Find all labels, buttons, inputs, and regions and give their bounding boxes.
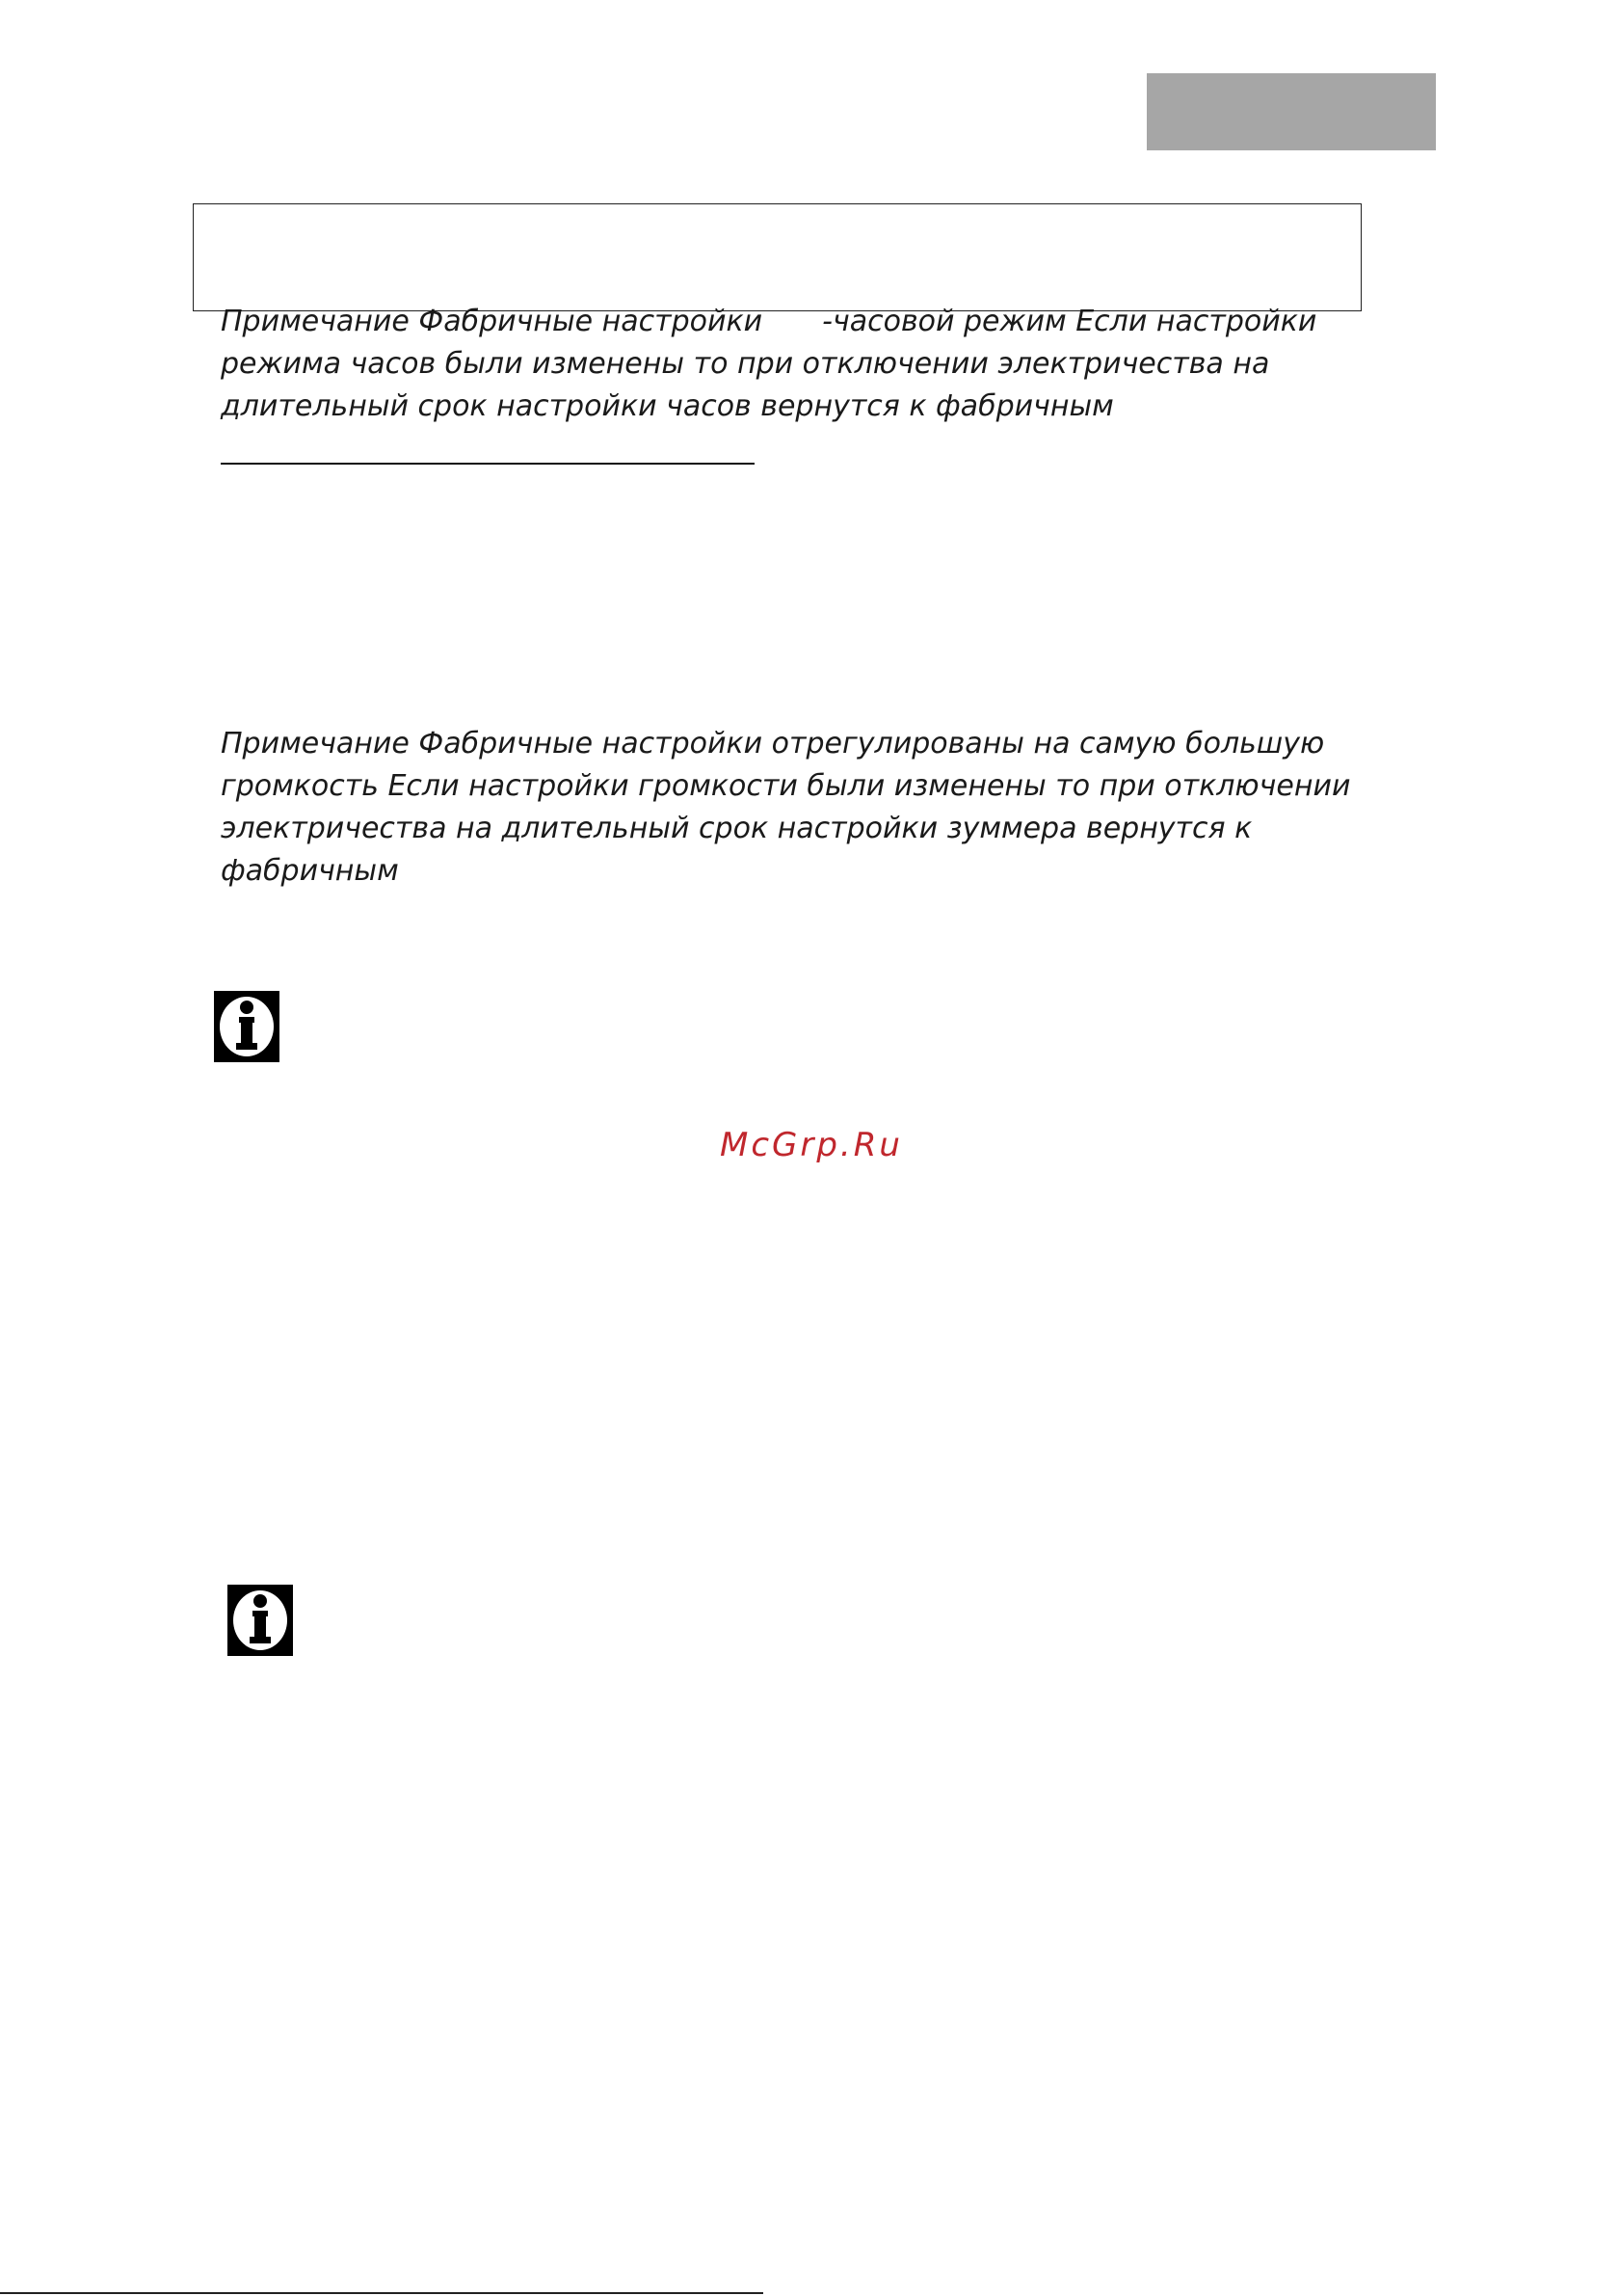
clock-note-line-1: Примечание Фабричные настройки -часовой режим Если настройки <box>221 305 1317 338</box>
clock-note <box>221 301 1406 428</box>
volume-note-line-1: Примечание Фабричные настройки отрегулированы на самую большую <box>221 727 1325 761</box>
info-icon <box>214 991 279 1062</box>
clock-note-line-3: длительный срок настройки часов вернутся к фабричным <box>221 389 1114 423</box>
section-divider <box>221 463 755 465</box>
watermark: McGrp.Ru <box>720 1126 903 1164</box>
volume-note-line-3: электричества на длительный срок настройки зуммера вернутся к <box>221 812 1253 845</box>
clock-note-line-2: режима часов были изменены то при отключении электричества на <box>221 347 1270 381</box>
section-frame <box>193 203 1362 311</box>
footer-divider <box>0 2292 763 2294</box>
info-icon <box>227 1585 293 1656</box>
volume-note <box>221 723 1406 893</box>
volume-note-line-2: громкость Если настройки громкости были изменены то при отключении <box>221 769 1351 803</box>
volume-note-line-4: фабричным <box>221 854 399 888</box>
header-tab <box>1147 73 1436 150</box>
